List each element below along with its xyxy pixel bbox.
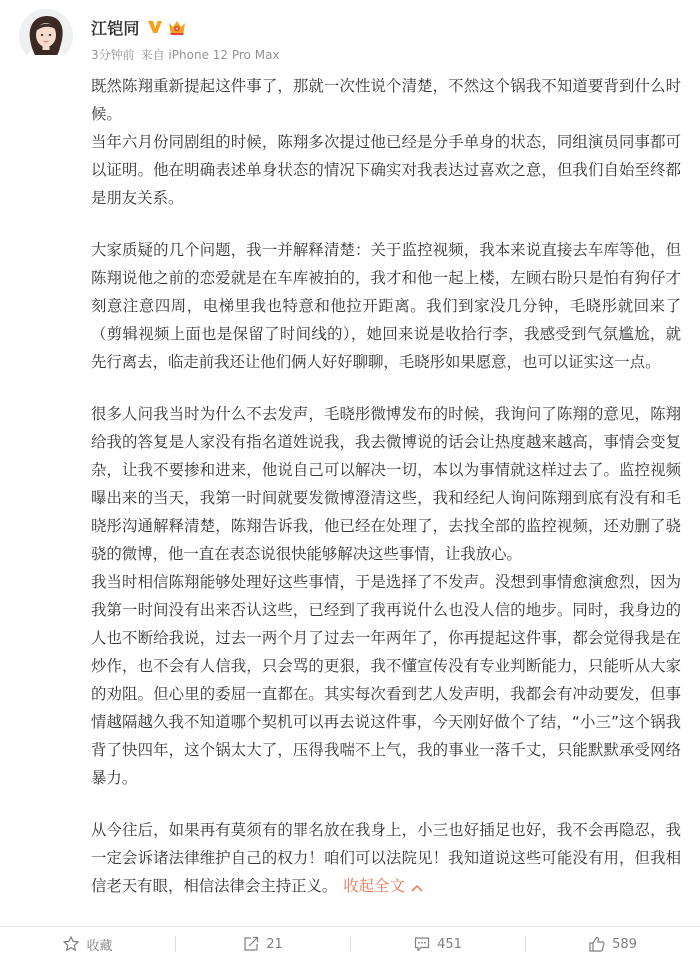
author-name[interactable]: 江铠同: [91, 18, 140, 38]
favorite-button[interactable]: [0, 927, 175, 961]
repost-icon: [242, 935, 260, 953]
like-count: 589: [612, 936, 637, 952]
chevron-up-icon: [411, 873, 423, 901]
post-time[interactable]: 3分钟前: [91, 48, 135, 62]
post-content: [91, 72, 681, 901]
comment-button[interactable]: [350, 927, 525, 961]
paragraph-5: 我当时相信陈翔能够处理好这些事情，于是选择了不发声。没想到事情愈演愈烈，因为我第一时间没有出来否认这些，已经到了我再说什么也没人信的地步。同时，我身边的人也不断给我说，过去一两个月了过去一年两年了，你再提起这件事，都会觉得我是在炒作，也不会有人信我，只会骂的更狠，我不懂宣传没有专业判断能力，只能听从大家的劝阻。但心里的委屈一直都在。其实每次看到艺人发声明，我都会有冲动要发，但事情越隔越久我不知道哪个契机可以再去说这件事，今天刚好做个了结，“小三”这个锅我背了快四年，这个锅太大了，压得我喘不上气，我的事业一落千丈，只能默默承受网络暴力。: [91, 573, 681, 787]
author-row: [91, 15, 187, 39]
comment-count: 451: [437, 936, 462, 952]
post-meta: [91, 46, 286, 63]
thumbs-up-icon: [588, 935, 606, 953]
avatar-image: [19, 9, 73, 63]
verified-v-icon: [146, 18, 164, 36]
avatar[interactable]: [19, 9, 73, 63]
paragraph-3: 大家质疑的几个问题，我一并解释清楚：关于监控视频，我本来说直接去车库等他，但陈翔说他之前的恋爱就是在车库被拍的，我才和他一起上楼，左顾右盼只是怕有狗仔才刻意注意四周，电梯里我也特意和他拉开距离。我们到家没几分钟，毛晓彤就回来了（剪辑视频上面也是保留了时间线的），她回来说是收拾行李，我感受到气氛尴尬，就先行离去，临走前我还让他们俩人好好聊聊，毛晓彤如果愿意，也可以证实这一点。: [91, 241, 681, 371]
vip-crown-icon[interactable]: [167, 18, 187, 36]
collapse-label: 收起全文: [343, 877, 405, 895]
action-bar: [0, 927, 700, 961]
collapse-full-text-link[interactable]: [343, 877, 423, 895]
paragraph-6: 从今往后，如果再有莫须有的罪名放在我身上，小三也好插足也好，我不会再隐忍，我一定会诉诸法律维护自己的权力！咱们可以法院见！我知道说这些可能没有用，但我相信老天有眼，相信法律会主持正义。: [91, 821, 681, 895]
like-button[interactable]: [525, 927, 700, 961]
repost-count: 21: [266, 936, 283, 952]
comment-icon: [413, 935, 431, 953]
post-source: 来自 iPhone 12 Pro Max: [140, 48, 280, 62]
favorite-label: 收藏: [86, 938, 113, 954]
paragraph-2: 当年六月份同剧组的时候，陈翔多次提过他已经是分手单身的状态，同组演员同事都可以证明。他在明确表述单身状态的情况下确实对我表达过喜欢之意，但我们自始至终都是朋友关系。: [91, 133, 681, 207]
paragraph-6-wrapper: [91, 816, 681, 901]
star-outline-icon: [62, 935, 80, 953]
repost-button[interactable]: [175, 927, 350, 961]
paragraph-4: 很多人问我当时为什么不去发声，毛晓彤微博发布的时候，我询问了陈翔的意见，陈翔给我的答复是人家没有指名道姓说我，我去微博说的话会让热度越来越高，事情会变复杂，让我不要掺和进来，他说自己可以解决一切，本以为事情就这样过去了。监控视频曝出来的当天，我第一时间就要发微博澄清这些，我和经纪人询问陈翔到底有没有和毛晓彤沟通解释清楚，陈翔告诉我，他已经在处理了，去找全部的监控视频，还劝删了骁骁的微博，他一直在表态说很快能够解决这些事情，让我放心。: [91, 405, 681, 563]
paragraph-1: 既然陈翔重新提起这件事了，那就一次性说个清楚，不然这个锅我不知道要背到什么时候。: [91, 77, 681, 123]
